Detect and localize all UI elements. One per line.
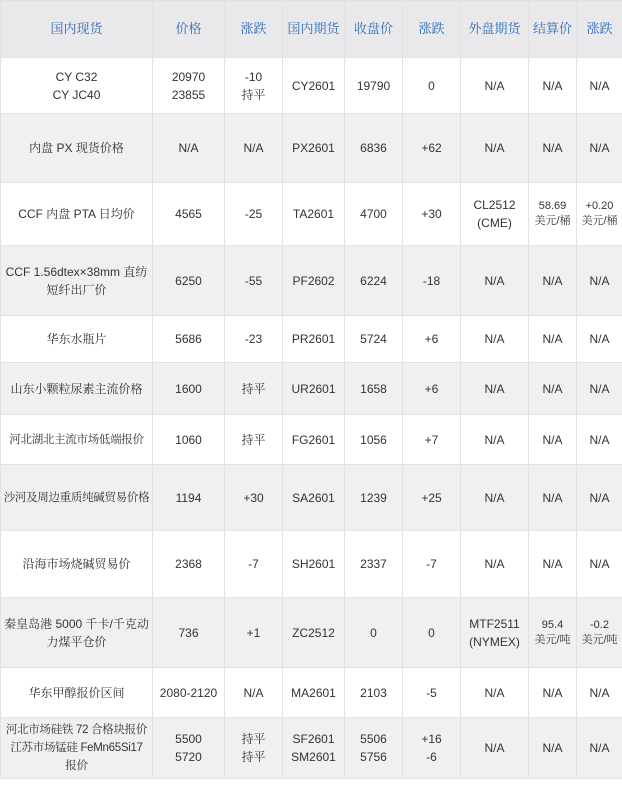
settle-price-cell-text: N/A	[542, 557, 563, 571]
settle-price-cell-text: N/A	[542, 741, 563, 755]
futures-contract-cell	[283, 668, 345, 718]
settle-price-cell	[529, 183, 577, 246]
spot-change-cell	[225, 668, 283, 718]
futures-change-cell-text: +62	[421, 141, 442, 155]
close-price-cell-text: 1056	[360, 432, 387, 447]
futures-change-cell-text: +30	[421, 207, 442, 221]
table-row	[1, 465, 622, 531]
external-futures-cell-text: N/A	[484, 685, 505, 700]
spot-commodity-cell-text: 沿海市场烧碱贸易价	[22, 557, 131, 571]
close-price-cell	[345, 415, 403, 465]
spot-price-cell-text: 23855	[171, 87, 206, 102]
external-change-cell-text: N/A	[589, 741, 610, 755]
external-futures-cell	[461, 316, 529, 363]
close-price-cell	[345, 668, 403, 718]
external-futures-cell	[461, 58, 529, 114]
table-row	[1, 363, 622, 415]
spot-price-cell-text: 2080-2120	[159, 685, 218, 700]
spot-commodity-cell-text: 华东水瓶片	[46, 332, 107, 346]
spot-price-cell	[153, 531, 225, 598]
futures-change-cell	[403, 531, 461, 598]
futures-contract-cell-text: SA2601	[292, 490, 335, 505]
spot-change-cell	[225, 246, 283, 316]
futures-change-cell	[403, 183, 461, 246]
spot-change-cell	[225, 465, 283, 531]
futures-contract-cell	[283, 183, 345, 246]
close-price-cell	[345, 465, 403, 531]
spot-price-cell	[153, 415, 225, 465]
futures-contract-cell-text: PR2601	[291, 332, 336, 346]
settle-price-cell	[529, 415, 577, 465]
futures-change-cell-text: 0	[428, 78, 435, 93]
settle-price-cell	[529, 668, 577, 718]
spot-commodity-cell	[1, 316, 153, 363]
spot-price-cell-text: 5500	[175, 732, 202, 746]
table-row	[1, 531, 622, 598]
spot-commodity-cell	[1, 183, 153, 246]
spot-price-cell	[153, 316, 225, 363]
spot-commodity-cell	[1, 718, 153, 779]
col-header-external-futures: 外盘期货	[461, 1, 529, 58]
spot-commodity-cell	[1, 246, 153, 316]
close-price-cell-text: 6224	[360, 273, 387, 288]
futures-change-cell	[403, 465, 461, 531]
table-row	[1, 316, 622, 363]
external-futures-cell-text: N/A	[484, 741, 505, 755]
external-futures-cell-text: N/A	[484, 381, 505, 396]
close-price-cell	[345, 718, 403, 779]
close-price-cell	[345, 183, 403, 246]
futures-change-cell-text: +6	[424, 381, 439, 396]
external-change-cell-text: N/A	[589, 381, 610, 396]
spot-change-cell	[225, 183, 283, 246]
futures-change-cell-text: -6	[426, 750, 437, 764]
spot-change-cell-text: 持平	[241, 87, 266, 102]
spot-price-cell	[153, 668, 225, 718]
external-futures-cell-text: (NYMEX)	[469, 634, 520, 649]
close-price-cell-text: 0	[370, 625, 377, 640]
col-header-close: 收盘价	[345, 1, 403, 58]
spot-commodity-cell-text: 力煤平仓价	[46, 634, 107, 649]
futures-contract-cell	[283, 415, 345, 465]
settle-price-cell-text: N/A	[542, 381, 563, 396]
futures-contract-cell	[283, 465, 345, 531]
external-change-cell	[577, 668, 622, 718]
settle-price-cell-text: N/A	[542, 273, 563, 288]
futures-change-cell	[403, 316, 461, 363]
settle-price-cell	[529, 114, 577, 183]
spot-change-cell	[225, 363, 283, 415]
spot-commodity-cell	[1, 531, 153, 598]
close-price-cell-text: 2337	[360, 557, 387, 571]
futures-change-cell-text: +25	[421, 490, 442, 505]
external-change-cell-text: 美元/吨	[581, 633, 618, 646]
spot-change-cell	[225, 114, 283, 183]
spot-price-cell-text: 736	[178, 625, 199, 640]
spot-commodity-cell-text: CCF 1.56dtex×38mm 直纺	[5, 264, 148, 279]
futures-change-cell-text: 0	[428, 625, 435, 640]
futures-contract-cell	[283, 531, 345, 598]
spot-price-cell-text: N/A	[178, 141, 199, 155]
spot-change-cell-text: -7	[248, 557, 259, 571]
external-futures-cell	[461, 415, 529, 465]
futures-change-cell-text: -18	[422, 273, 441, 288]
futures-change-cell-text: +7	[424, 432, 439, 447]
spot-change-cell-text: 持平	[241, 750, 266, 764]
external-change-cell	[577, 531, 622, 598]
external-change-cell	[577, 114, 622, 183]
close-price-cell	[345, 363, 403, 415]
futures-change-cell-text: +16	[421, 732, 442, 746]
spot-commodity-cell	[1, 363, 153, 415]
futures-change-cell	[403, 363, 461, 415]
settle-price-cell-text: N/A	[542, 432, 563, 447]
futures-contract-cell-text: PF2602	[292, 273, 335, 288]
settle-price-cell-text: N/A	[542, 141, 563, 155]
external-futures-cell	[461, 363, 529, 415]
spot-price-cell	[153, 363, 225, 415]
external-futures-cell	[461, 114, 529, 183]
close-price-cell	[345, 531, 403, 598]
external-futures-cell-text: MTF2511	[469, 616, 520, 631]
external-change-cell	[577, 718, 622, 779]
settle-price-cell-text: N/A	[542, 490, 563, 505]
spot-change-cell-text: 持平	[241, 732, 266, 746]
settle-price-cell	[529, 718, 577, 779]
spot-commodity-cell-text: 秦皇岛港 5000 千卡/千克动	[4, 616, 149, 631]
futures-contract-cell	[283, 718, 345, 779]
spot-commodity-cell-text: 河北市场硅铁 72 合格块报价	[5, 724, 148, 736]
spot-commodity-cell-text: 内盘 PX 现货价格	[29, 141, 124, 155]
spot-change-cell-text: 持平	[241, 381, 266, 396]
external-change-cell	[577, 465, 622, 531]
spot-change-cell-text: +30	[243, 490, 264, 505]
close-price-cell	[345, 58, 403, 114]
spot-price-cell-text: 6250	[175, 273, 202, 288]
external-change-cell	[577, 246, 622, 316]
col-header-futures-change: 涨跌	[403, 1, 461, 58]
spot-price-cell	[153, 465, 225, 531]
spot-commodity-cell	[1, 465, 153, 531]
spot-price-cell-text: 5686	[175, 332, 202, 346]
spot-commodity-cell	[1, 668, 153, 718]
close-price-cell-text: 5506	[360, 732, 387, 746]
external-change-cell-text: N/A	[589, 332, 610, 346]
futures-contract-cell-text: SF2601	[292, 732, 335, 746]
futures-contract-cell	[283, 363, 345, 415]
settle-price-cell-text: N/A	[542, 685, 563, 700]
external-change-cell-text: N/A	[589, 141, 610, 155]
spot-commodity-cell-text: CCF 内盘 PTA 日均价	[18, 207, 135, 221]
spot-commodity-cell	[1, 598, 153, 668]
spot-change-cell	[225, 58, 283, 114]
spot-price-cell-text: 5720	[175, 750, 202, 764]
futures-contract-cell-text: ZC2512	[292, 625, 335, 640]
close-price-cell-text: 4700	[360, 207, 387, 221]
settle-price-cell-text: 美元/吨	[534, 633, 571, 646]
futures-contract-cell	[283, 316, 345, 363]
spot-change-cell-text: -23	[244, 332, 263, 346]
close-price-cell-text: 1239	[360, 490, 387, 505]
spot-commodity-cell-text: 河北湖北主流市场低端报价	[9, 433, 144, 446]
spot-price-cell	[153, 718, 225, 779]
spot-price-cell-text: 2368	[175, 557, 202, 571]
external-futures-cell	[461, 465, 529, 531]
close-price-cell	[345, 246, 403, 316]
external-futures-cell-text: CL2512	[473, 198, 516, 212]
spot-commodity-cell-text: 华东甲醇报价区间	[28, 685, 125, 700]
external-change-cell	[577, 58, 622, 114]
spot-commodity-cell	[1, 415, 153, 465]
settle-price-cell-text: 58.69	[538, 200, 567, 212]
futures-contract-cell-text: UR2601	[291, 381, 336, 396]
close-price-cell-text: 5756	[360, 750, 387, 764]
external-change-cell-text: N/A	[589, 490, 610, 505]
table-row	[1, 415, 622, 465]
external-futures-cell	[461, 598, 529, 668]
settle-price-cell	[529, 58, 577, 114]
spot-price-cell-text: 1060	[175, 432, 202, 447]
settle-price-cell-text: 95.4	[541, 618, 564, 631]
futures-contract-cell-text: FG2601	[291, 432, 336, 447]
external-futures-cell-text: N/A	[484, 273, 505, 288]
spot-price-cell-text: 1194	[175, 490, 202, 505]
close-price-cell-text: 19790	[356, 78, 391, 93]
spot-commodity-cell-text: 山东小颗粒尿素主流价格	[10, 381, 143, 396]
spot-price-cell	[153, 598, 225, 668]
external-futures-cell-text: N/A	[484, 432, 505, 447]
spot-commodity-cell	[1, 58, 153, 114]
futures-contract-cell	[283, 114, 345, 183]
spot-change-cell	[225, 316, 283, 363]
close-price-cell	[345, 316, 403, 363]
settle-price-cell-text: N/A	[542, 78, 563, 93]
table-row	[1, 718, 622, 779]
col-header-external-change: 涨跌	[577, 1, 622, 58]
close-price-cell-text: 2103	[360, 685, 387, 700]
spot-price-cell-text: 1600	[175, 381, 202, 396]
external-change-cell	[577, 316, 622, 363]
spot-change-cell	[225, 531, 283, 598]
settle-price-cell-text: 美元/桶	[534, 215, 571, 227]
external-change-cell-text: N/A	[589, 432, 610, 447]
futures-contract-cell-text: TA2601	[292, 207, 335, 221]
settle-price-cell	[529, 363, 577, 415]
external-futures-cell	[461, 531, 529, 598]
futures-contract-cell	[283, 58, 345, 114]
spot-change-cell-text: 持平	[241, 432, 266, 447]
external-change-cell-text: N/A	[589, 557, 610, 571]
spot-commodity-cell-text: 沙河及周边重质纯碱贸易价格	[3, 491, 150, 504]
settle-price-cell	[529, 598, 577, 668]
close-price-cell-text: 6836	[360, 141, 387, 155]
futures-contract-cell-text: SM2601	[291, 750, 336, 764]
external-change-cell	[577, 183, 622, 246]
table-row	[1, 668, 622, 718]
futures-change-cell	[403, 598, 461, 668]
external-futures-cell	[461, 183, 529, 246]
external-change-cell-text: N/A	[589, 685, 610, 700]
close-price-cell-text: 5724	[360, 332, 387, 346]
spot-commodity-cell	[1, 114, 153, 183]
spot-commodity-cell-text: CY C32	[55, 69, 98, 84]
settle-price-cell	[529, 246, 577, 316]
futures-change-cell	[403, 718, 461, 779]
external-change-cell-text: N/A	[589, 78, 610, 93]
external-futures-cell	[461, 718, 529, 779]
external-futures-cell	[461, 246, 529, 316]
col-header-spot: 国内现货	[1, 1, 153, 58]
futures-change-cell-text: -5	[426, 685, 437, 700]
spot-change-cell-text: +1	[246, 625, 261, 640]
spot-price-cell	[153, 114, 225, 183]
futures-change-cell	[403, 415, 461, 465]
futures-change-cell	[403, 246, 461, 316]
futures-contract-cell-text: SH2601	[291, 557, 336, 571]
spot-change-cell-text: N/A	[243, 141, 264, 155]
futures-contract-cell	[283, 246, 345, 316]
spot-change-cell	[225, 718, 283, 779]
external-change-cell	[577, 415, 622, 465]
external-change-cell-text: -0.2	[590, 618, 609, 631]
external-change-cell-text: N/A	[589, 273, 610, 288]
spot-change-cell-text: -10	[244, 69, 263, 84]
table-row	[1, 246, 622, 316]
spot-commodity-cell-text: CY JC40	[52, 87, 101, 102]
futures-contract-cell	[283, 598, 345, 668]
table-row	[1, 598, 622, 668]
external-futures-cell-text: N/A	[484, 490, 505, 505]
spot-change-cell	[225, 415, 283, 465]
settle-price-cell-text: N/A	[542, 332, 563, 346]
futures-change-cell	[403, 114, 461, 183]
spot-change-cell	[225, 598, 283, 668]
close-price-cell	[345, 598, 403, 668]
table-row	[1, 58, 622, 114]
futures-contract-cell-text: PX2601	[292, 141, 335, 155]
spot-commodity-cell-text: 报价	[65, 760, 88, 772]
close-price-cell	[345, 114, 403, 183]
futures-change-cell	[403, 58, 461, 114]
spot-change-cell-text: -55	[244, 273, 263, 288]
col-header-futures: 国内期货	[283, 1, 345, 58]
settle-price-cell	[529, 531, 577, 598]
external-futures-cell-text: N/A	[484, 78, 505, 93]
spot-price-cell	[153, 183, 225, 246]
col-header-price: 价格	[153, 1, 225, 58]
external-futures-cell-text: N/A	[484, 141, 505, 155]
futures-contract-cell-text: MA2601	[291, 685, 336, 700]
futures-change-cell	[403, 668, 461, 718]
futures-change-cell-text: -7	[426, 557, 437, 571]
external-change-cell	[577, 598, 622, 668]
external-change-cell-text: +0.20	[585, 200, 614, 212]
table-row	[1, 114, 622, 183]
futures-change-cell-text: +6	[424, 332, 439, 346]
spot-price-cell-text: 20970	[171, 69, 206, 84]
spot-commodity-cell-text: 短纤出厂价	[46, 282, 107, 297]
spot-commodity-cell-text: 江苏市场锰硅 FeMn65Si17	[10, 742, 143, 754]
spot-price-cell	[153, 246, 225, 316]
external-change-cell	[577, 363, 622, 415]
external-change-cell-text: 美元/桶	[581, 215, 618, 227]
close-price-cell-text: 1658	[360, 381, 387, 396]
header-row	[1, 1, 622, 58]
settle-price-cell	[529, 316, 577, 363]
spot-change-cell-text: -25	[244, 207, 263, 221]
external-futures-cell-text: N/A	[484, 332, 505, 346]
settle-price-cell	[529, 465, 577, 531]
table-row	[1, 183, 622, 246]
external-futures-cell-text: N/A	[484, 557, 505, 571]
col-header-change: 涨跌	[225, 1, 283, 58]
futures-contract-cell-text: CY2601	[291, 78, 336, 93]
spot-price-cell	[153, 58, 225, 114]
external-futures-cell	[461, 668, 529, 718]
spot-price-cell-text: 4565	[175, 207, 202, 221]
col-header-settle: 结算价	[529, 1, 577, 58]
spot-change-cell-text: N/A	[243, 685, 264, 700]
external-futures-cell-text: (CME)	[477, 216, 512, 230]
